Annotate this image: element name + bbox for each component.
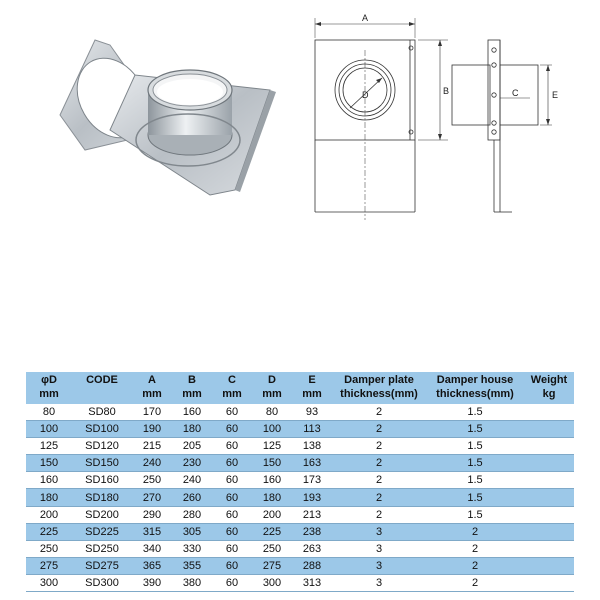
table-row bbox=[26, 455, 574, 472]
cell-e: 263 bbox=[302, 542, 322, 555]
table-row bbox=[26, 404, 574, 421]
cell-diameter: 150 bbox=[39, 457, 59, 470]
cell-diameter: 180 bbox=[39, 491, 59, 504]
table-row bbox=[26, 540, 574, 557]
cell-weight bbox=[524, 472, 574, 489]
cell-c: 60 bbox=[225, 542, 239, 555]
cell-e: 313 bbox=[302, 576, 322, 589]
cell-b: 330 bbox=[182, 542, 202, 555]
cell-code: SD275 bbox=[85, 559, 119, 572]
header-b: B mm bbox=[182, 374, 202, 400]
spec-table bbox=[26, 372, 574, 592]
header-a: A mm bbox=[142, 374, 162, 400]
cell-c: 60 bbox=[225, 491, 239, 504]
table-row bbox=[26, 489, 574, 506]
cell-diameter: 200 bbox=[39, 508, 59, 521]
cell-a: 170 bbox=[142, 406, 162, 419]
cell-diameter: 80 bbox=[42, 406, 56, 419]
cell-e: 213 bbox=[302, 508, 322, 521]
cell-c: 60 bbox=[225, 525, 239, 538]
cell-c: 60 bbox=[225, 406, 239, 419]
cell-c: 60 bbox=[225, 559, 239, 572]
header-house-thickness: Damper house thickness(mm) bbox=[436, 374, 514, 400]
cell-house-thickness: 2 bbox=[471, 576, 479, 589]
cell-a: 315 bbox=[142, 525, 162, 538]
technical-drawing bbox=[290, 10, 580, 230]
cell-c: 60 bbox=[225, 457, 239, 470]
cell-e: 138 bbox=[302, 440, 322, 453]
cell-b: 380 bbox=[182, 576, 202, 589]
cell-diameter: 300 bbox=[39, 576, 59, 589]
cell-e: 113 bbox=[303, 423, 321, 436]
cell-a: 290 bbox=[142, 508, 162, 521]
cell-house-thickness: 2 bbox=[471, 542, 479, 555]
header-c: C mm bbox=[222, 374, 242, 400]
cell-code: SD80 bbox=[88, 406, 116, 419]
cell-d: 275 bbox=[262, 559, 282, 572]
cell-house-thickness: 1.5 bbox=[467, 406, 483, 419]
cell-code: SD225 bbox=[85, 525, 119, 538]
cell-d: 150 bbox=[262, 457, 282, 470]
cell-b: 280 bbox=[182, 508, 202, 521]
cell-house-thickness: 1.5 bbox=[467, 423, 483, 436]
cell-plate-thickness: 2 bbox=[375, 457, 383, 470]
cell-d: 180 bbox=[262, 491, 282, 504]
header-d: D mm bbox=[262, 374, 282, 400]
cell-e: 288 bbox=[302, 559, 322, 572]
cell-code: SD120 bbox=[85, 440, 119, 453]
dim-a-label: A bbox=[362, 13, 369, 23]
cell-b: 305 bbox=[182, 525, 202, 538]
table-row bbox=[26, 557, 574, 574]
cell-a: 190 bbox=[142, 423, 162, 436]
cell-c: 60 bbox=[225, 474, 239, 487]
cell-plate-thickness: 3 bbox=[375, 542, 383, 555]
cell-a: 270 bbox=[142, 491, 162, 504]
cell-diameter: 250 bbox=[39, 542, 59, 555]
cell-house-thickness: 1.5 bbox=[467, 457, 483, 470]
table-row bbox=[26, 438, 574, 455]
cell-house-thickness: 1.5 bbox=[467, 491, 483, 504]
cell-code: SD250 bbox=[85, 542, 119, 555]
cell-d: 250 bbox=[262, 542, 282, 555]
cell-weight bbox=[524, 574, 574, 591]
table-row bbox=[26, 523, 574, 540]
table-row bbox=[26, 506, 574, 523]
cell-weight bbox=[524, 557, 574, 574]
header-weight: Weight kg bbox=[530, 374, 568, 400]
cell-code: SD160 bbox=[85, 474, 119, 487]
cell-e: 173 bbox=[302, 474, 322, 487]
cell-diameter: 125 bbox=[39, 440, 59, 453]
cell-weight bbox=[524, 455, 574, 472]
cell-weight bbox=[524, 506, 574, 523]
cell-b: 230 bbox=[182, 457, 202, 470]
cell-house-thickness: 2 bbox=[471, 559, 479, 572]
cell-weight bbox=[524, 404, 574, 421]
cell-c: 60 bbox=[225, 576, 239, 589]
cell-house-thickness: 1.5 bbox=[467, 474, 483, 487]
cell-house-thickness: 1.5 bbox=[467, 508, 483, 521]
cell-a: 215 bbox=[142, 440, 162, 453]
cell-b: 205 bbox=[182, 440, 202, 453]
cell-b: 160 bbox=[182, 406, 202, 419]
cell-house-thickness: 1.5 bbox=[467, 440, 483, 453]
cell-code: SD100 bbox=[85, 423, 119, 436]
cell-plate-thickness: 3 bbox=[375, 576, 383, 589]
cell-a: 340 bbox=[142, 542, 162, 555]
cell-code: SD150 bbox=[85, 457, 119, 470]
cell-weight bbox=[524, 540, 574, 557]
cell-c: 60 bbox=[225, 423, 239, 436]
cell-b: 355 bbox=[182, 559, 202, 572]
dimension-drawing bbox=[290, 10, 580, 230]
cell-d: 200 bbox=[262, 508, 282, 521]
cell-a: 250 bbox=[142, 474, 162, 487]
header-code: CODE bbox=[86, 374, 118, 386]
dim-d-label: D bbox=[362, 90, 369, 100]
cell-d: 160 bbox=[262, 474, 282, 487]
cell-diameter: 275 bbox=[39, 559, 59, 572]
cell-code: SD180 bbox=[85, 491, 119, 504]
dim-e-label: E bbox=[552, 90, 559, 100]
cell-plate-thickness: 3 bbox=[375, 525, 383, 538]
cell-code: SD300 bbox=[85, 576, 119, 589]
cell-plate-thickness: 2 bbox=[375, 508, 383, 521]
header-plate-thickness: Damper plate thickness(mm) bbox=[340, 374, 418, 400]
cell-c: 60 bbox=[225, 440, 239, 453]
dim-b-label: B bbox=[443, 86, 450, 96]
table-header bbox=[26, 372, 574, 404]
cell-d: 225 bbox=[262, 525, 282, 538]
cell-d: 100 bbox=[262, 423, 282, 436]
cell-diameter: 225 bbox=[39, 525, 59, 538]
cell-diameter: 100 bbox=[39, 423, 59, 436]
cell-c: 60 bbox=[225, 508, 239, 521]
cell-a: 240 bbox=[142, 457, 162, 470]
cell-plate-thickness: 2 bbox=[375, 474, 383, 487]
cell-weight bbox=[524, 489, 574, 506]
cell-a: 390 bbox=[142, 576, 162, 589]
slide-damper-illustration bbox=[40, 20, 280, 200]
cell-weight bbox=[524, 421, 574, 438]
cell-b: 180 bbox=[182, 423, 202, 436]
cell-plate-thickness: 2 bbox=[375, 423, 383, 436]
header-row bbox=[26, 372, 574, 404]
header-diameter: φD mm bbox=[39, 374, 59, 400]
cell-diameter: 160 bbox=[39, 474, 59, 487]
cell-plate-thickness: 2 bbox=[375, 491, 383, 504]
cell-e: 93 bbox=[305, 406, 319, 419]
cell-e: 238 bbox=[302, 525, 322, 538]
table-body bbox=[26, 404, 574, 592]
table-row bbox=[26, 472, 574, 489]
cell-b: 240 bbox=[182, 474, 202, 487]
table-row bbox=[26, 421, 574, 438]
cell-code: SD200 bbox=[85, 508, 119, 521]
cell-d: 300 bbox=[262, 576, 282, 589]
header-e: E mm bbox=[302, 374, 322, 400]
cell-b: 260 bbox=[182, 491, 202, 504]
cell-d: 125 bbox=[262, 440, 282, 453]
table-row bbox=[26, 574, 574, 591]
cell-d: 80 bbox=[265, 406, 279, 419]
cell-a: 365 bbox=[142, 559, 162, 572]
cell-e: 193 bbox=[302, 491, 322, 504]
cell-e: 163 bbox=[302, 457, 322, 470]
dim-c-label: C bbox=[512, 88, 519, 98]
cell-plate-thickness: 2 bbox=[375, 440, 383, 453]
product-photo bbox=[40, 20, 280, 200]
cell-weight bbox=[524, 438, 574, 455]
cell-house-thickness: 2 bbox=[471, 525, 479, 538]
cell-plate-thickness: 3 bbox=[375, 559, 383, 572]
spec-table-container bbox=[26, 372, 574, 592]
cell-plate-thickness: 2 bbox=[375, 406, 383, 419]
cell-weight bbox=[524, 523, 574, 540]
